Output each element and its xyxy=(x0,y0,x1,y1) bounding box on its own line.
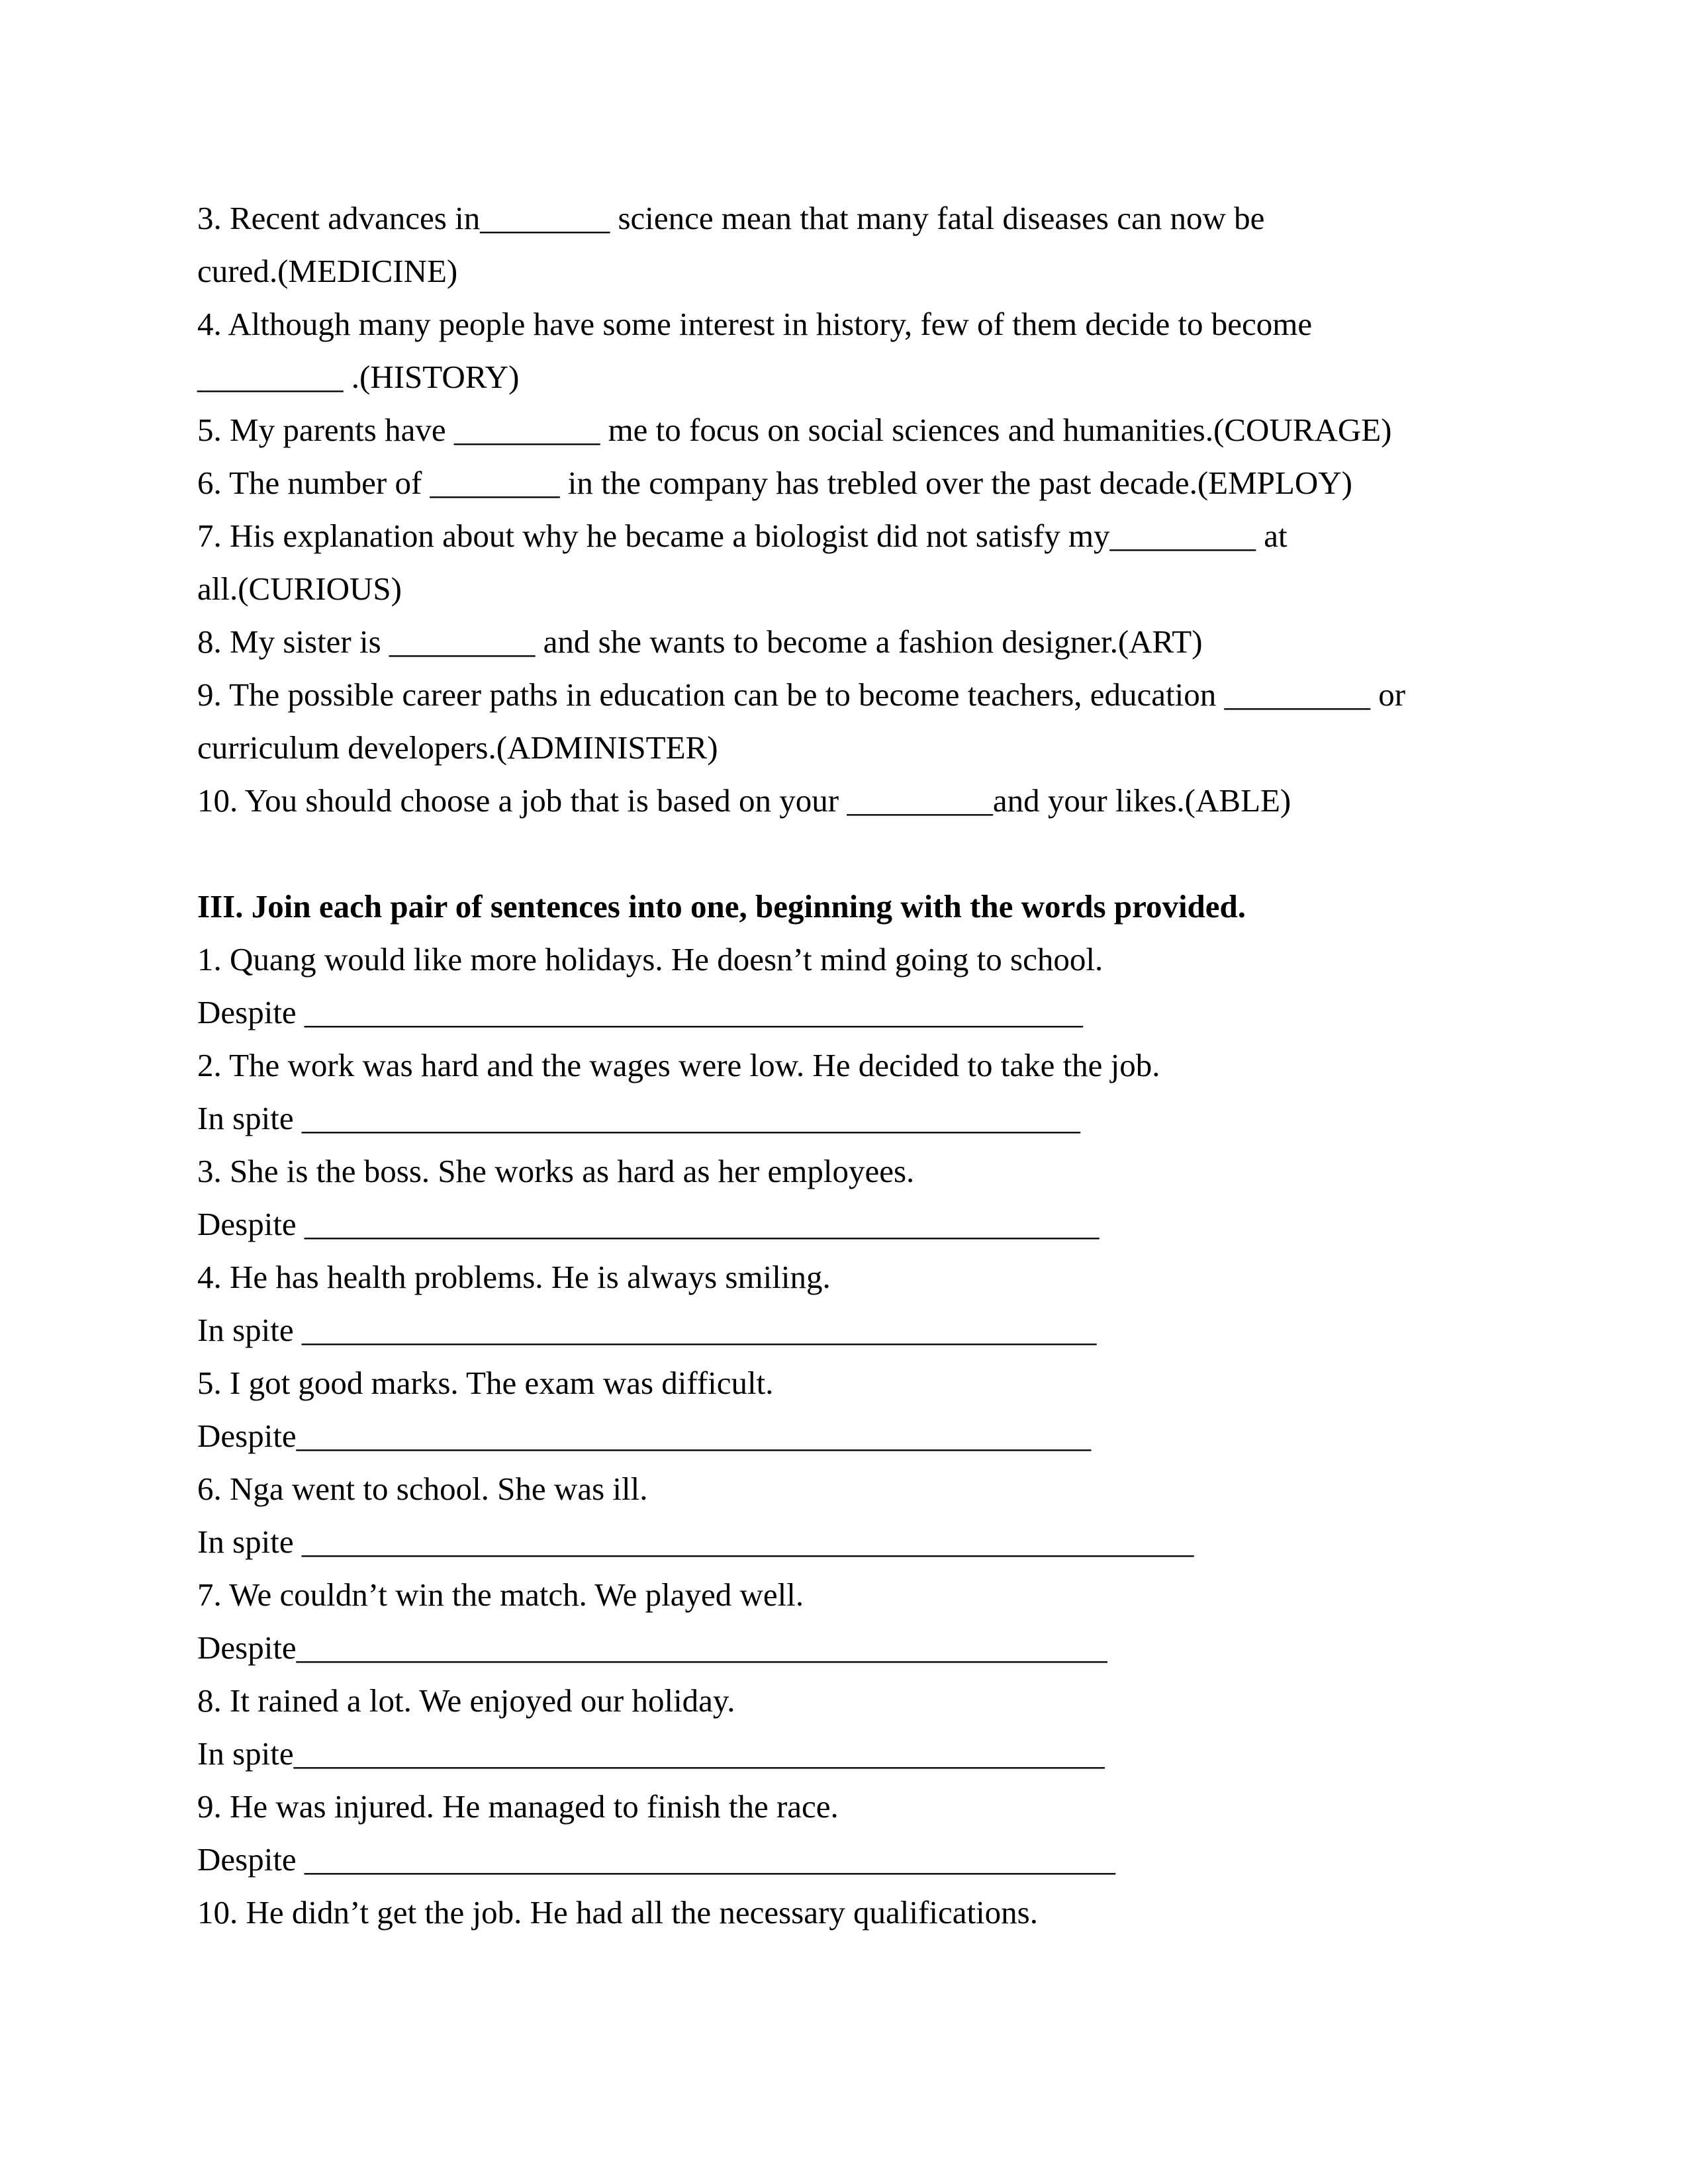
exercise-line: 4. He has health problems. He is always smiling. xyxy=(197,1259,831,1295)
exercise-line: 8. My sister is _________ and she wants to become a fashion designer.(ART) xyxy=(197,623,1203,660)
exercise-3 xyxy=(197,880,1488,1939)
exercise-line: 9. The possible career paths in education can be to become teachers, education _________ or xyxy=(197,676,1406,713)
section-heading: III. Join each pair of sentences into one, beginning with the words provided. xyxy=(197,888,1246,925)
exercise-line: 5. My parents have _________ me to focus on social sciences and humanities.(COURAGE) xyxy=(197,412,1392,448)
exercise-line: curriculum developers.(ADMINISTER) xyxy=(197,729,718,766)
exercise-line: 2. The work was hard and the wages were low. He decided to take the job. xyxy=(197,1047,1160,1083)
answer-line: Despite_________________________________________________ xyxy=(197,1418,1092,1454)
exercise-line: 6. Nga went to school. She was ill. xyxy=(197,1471,648,1507)
exercise-line: 3. Recent advances in________ science mean that many fatal diseases can now be xyxy=(197,200,1265,236)
answer-line: Despite __________________________________________________ xyxy=(197,1841,1115,1878)
exercise-line: 3. She is the boss. She works as hard as her employees. xyxy=(197,1153,915,1189)
worksheet-page xyxy=(197,192,1488,1939)
exercise-2-continued xyxy=(197,192,1488,827)
exercise-line: 1. Quang would like more holidays. He doesn’t mind going to school. xyxy=(197,941,1103,978)
answer-line: In spite__________________________________________________ xyxy=(197,1735,1105,1772)
exercise-line: cured.(MEDICINE) xyxy=(197,253,458,289)
exercise-line: all.(CURIOUS) xyxy=(197,570,402,607)
exercise-line: 7. His explanation about why he became a biologist did not satisfy my_________ at xyxy=(197,518,1288,554)
answer-line: Despite _________________________________________________ xyxy=(197,1206,1100,1242)
exercise-line: 10. You should choose a job that is based on your _________and your likes.(ABLE) xyxy=(197,782,1291,819)
exercise-line: 10. He didn’t get the job. He had all the necessary qualifications. xyxy=(197,1894,1039,1931)
exercise-line: 5. I got good marks. The exam was difficult. xyxy=(197,1365,774,1401)
answer-line: In spite _______________________________________________________ xyxy=(197,1524,1194,1560)
exercise-line: 4. Although many people have some interest in history, few of them decide to become xyxy=(197,306,1313,342)
exercise-line: 6. The number of ________ in the company has trebled over the past decade.(EMPLOY) xyxy=(197,465,1352,501)
answer-line: Despite__________________________________________________ xyxy=(197,1629,1107,1666)
exercise-line: _________ .(HISTORY) xyxy=(197,359,520,395)
exercise-line: 9. He was injured. He managed to finish the race. xyxy=(197,1788,839,1825)
exercise-line: 8. It rained a lot. We enjoyed our holiday. xyxy=(197,1682,735,1719)
answer-line: In spite ________________________________________________ xyxy=(197,1100,1080,1136)
answer-line: Despite ________________________________________________ xyxy=(197,994,1083,1030)
exercise-line: 7. We couldn’t win the match. We played well. xyxy=(197,1576,804,1613)
section-spacer xyxy=(197,827,1488,880)
answer-line: In spite _________________________________________________ xyxy=(197,1312,1097,1348)
